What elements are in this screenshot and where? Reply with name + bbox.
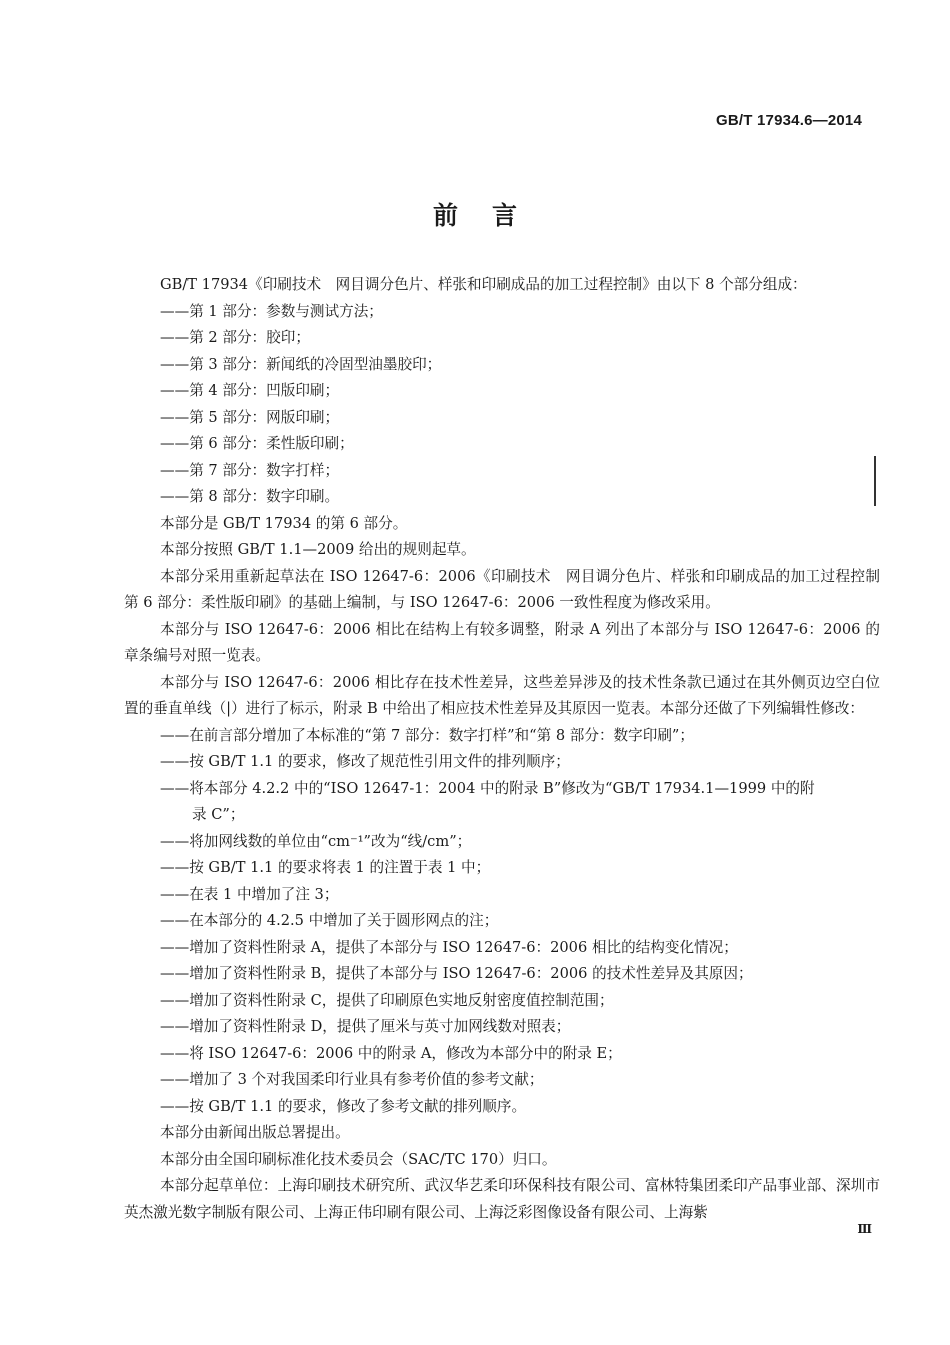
list-item: ——增加了资料性附录 C，提供了印刷原色实地反射密度值控制范围； xyxy=(160,991,614,1009)
list-item: ——第 5 部分：网版印刷； xyxy=(160,408,340,426)
list-item xyxy=(124,776,880,829)
adoption-paragraph: 本部分采用重新起草法在 ISO 12647-6：2006《印刷技术 网目调分色片、样张和印刷成品的加工过程控制 第 6 部分：柔性版印刷》的基础上编制，与 ISO 12647-6：2006 一致性程度为修改采用。 xyxy=(124,567,895,611)
proposer-paragraph: 本部分由新闻出版总署提出。 xyxy=(160,1124,350,1141)
structure-paragraph: 本部分与 ISO 12647-6：2006 相比在结构上有较多调整，附录 A 列出了本部分与 ISO 12647-6：2006 的章条编号对照一览表。 xyxy=(124,620,880,664)
list-item: ——第 4 部分：凹版印刷； xyxy=(160,382,340,399)
drafting-rules: 本部分按照 GB/T 1.1—2009 给出的规则起草。 xyxy=(160,541,476,558)
page-number: Ⅲ xyxy=(857,1222,872,1236)
edits-list xyxy=(124,723,880,1121)
list-item: ——将加网线数的单位由“cm⁻¹”改为“线/cm”； xyxy=(160,832,472,850)
differences-paragraph: 本部分与 ISO 12647-6：2006 相比存在技术性差异，这些差异涉及的技术性条款已通过在其外侧页边空白位置的垂直单线（|）进行了标示，附录 B 中给出了相应技术性差异及其原因一览表。本部分还做了下列编辑性修改： xyxy=(124,673,880,717)
list-item: ——将 ISO 12647-6：2006 中的附录 A，修改为本部分中的附录 E； xyxy=(160,1044,622,1062)
list-item-text: ——将本部分 4.2.2 中的“ISO 12647-1：2004 中的附录 B”修改为“GB/T 17934.1—1999 中的附 xyxy=(160,779,815,797)
list-item: ——第 8 部分：数字印刷。 xyxy=(160,488,340,505)
list-item: ——在表 1 中增加了注 3； xyxy=(160,885,339,903)
foreword-body xyxy=(124,272,895,1226)
intro-paragraph: GB/T 17934《印刷技术 网目调分色片、样张和印刷成品的加工过程控制》由以下 8 个部分组成： xyxy=(160,276,807,293)
standard-code: GB/T 17934.6—2014 xyxy=(716,112,862,129)
list-item: ——按 GB/T 1.1 的要求，修改了规范性引用文件的排列顺序； xyxy=(160,753,570,770)
page-title: 前言 xyxy=(432,201,551,230)
list-item: ——增加了资料性附录 D，提供了厘米与英寸加网线数对照表； xyxy=(160,1018,571,1035)
list-item: ——在本部分的 4.2.5 中增加了关于圆形网点的注； xyxy=(160,912,499,929)
list-item: ——增加了资料性附录 A，提供了本部分与 ISO 12647-6：2006 相比的结构变化情况； xyxy=(160,938,738,956)
list-item: ——第 7 部分：数字打样； xyxy=(160,461,340,479)
list-item: ——按 GB/T 1.1 的要求，修改了参考文献的排列顺序。 xyxy=(160,1097,527,1115)
list-item-continuation: 录 C”； xyxy=(192,806,245,823)
list-item: ——第 6 部分：柔性版印刷； xyxy=(160,435,354,452)
list-item: ——在前言部分增加了本标准的“第 7 部分：数字打样”和“第 8 部分：数字印刷”； xyxy=(160,726,694,744)
part-statement: 本部分是 GB/T 17934 的第 6 部分。 xyxy=(160,514,408,532)
list-item: ——增加了 3 个对我国柔印行业具有参考价值的参考文献； xyxy=(160,1071,544,1088)
list-item: ——第 3 部分：新闻纸的冷固型油墨胶印； xyxy=(160,355,442,373)
list-item: ——第 1 部分：参数与测试方法； xyxy=(160,302,383,320)
committee-paragraph: 本部分由全国印刷标准化技术委员会（SAC/TC 170）归口。 xyxy=(160,1150,557,1168)
drafters-paragraph: 本部分起草单位：上海印刷技术研究所、武汉华艺柔印环保科技有限公司、富林特集团柔印产品事业部、深圳市英杰激光数字制版有限公司、上海正伟印刷有限公司、上海泛彩图像设备有限公司、上海紫 xyxy=(124,1177,880,1221)
technical-difference-margin-line xyxy=(874,456,876,506)
parts-list xyxy=(124,299,880,511)
list-item: ——按 GB/T 1.1 的要求将表 1 的注置于表 1 中； xyxy=(160,859,491,876)
list-item: ——增加了资料性附录 B，提供了本部分与 ISO 12647-6：2006 的技术性差异及其原因； xyxy=(160,965,753,982)
list-item: ——第 2 部分：胶印； xyxy=(160,329,310,346)
